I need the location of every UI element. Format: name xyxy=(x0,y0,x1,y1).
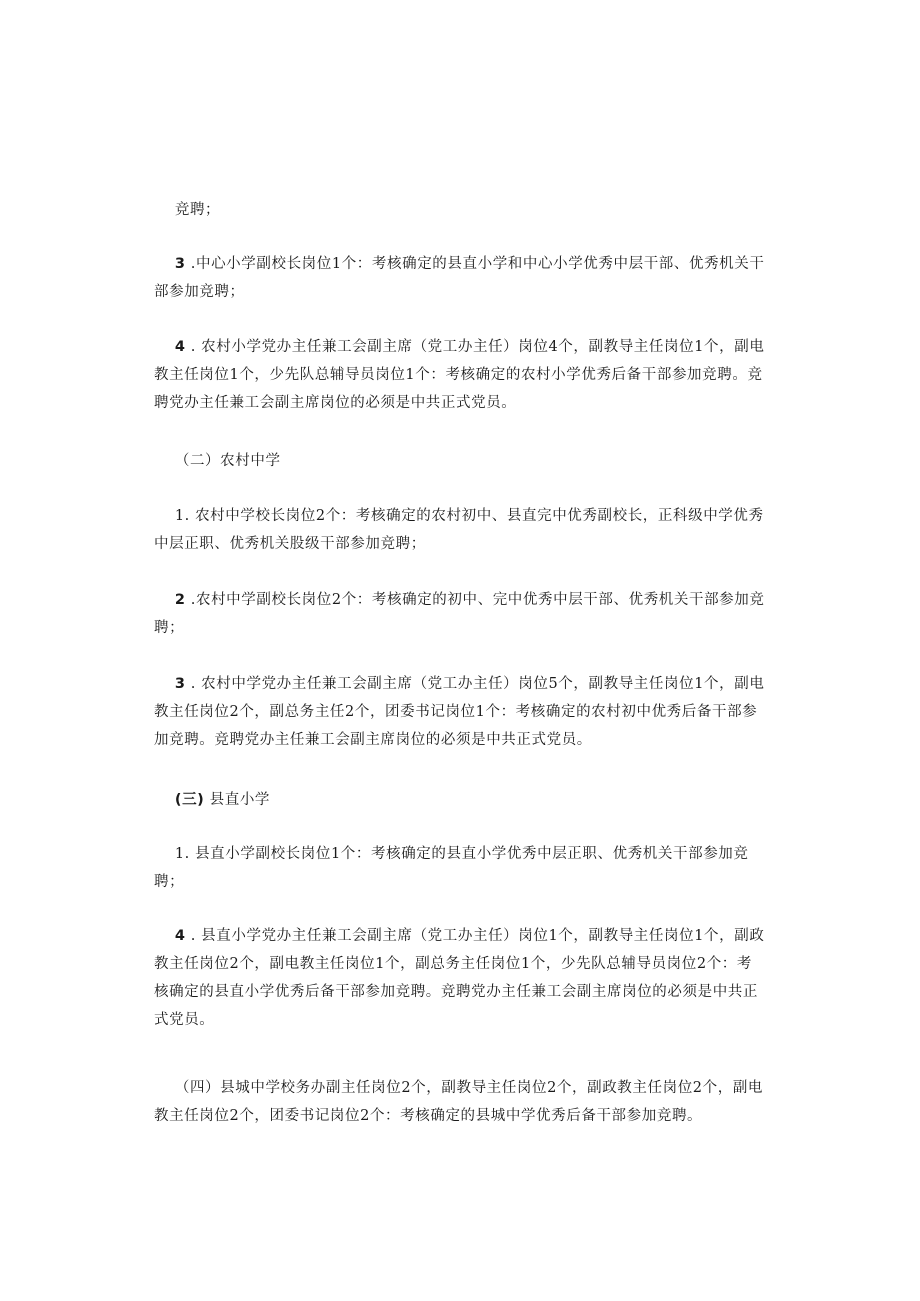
paragraph-text: .农村中学副校长岗位2个：考核确定的初中、完中优秀中层干部、优秀机关干部参加竞聘； xyxy=(154,592,765,636)
section-heading-text: 县直小学 xyxy=(204,792,271,808)
paragraph-text: .中心小学副校长岗位1个：考核确定的县直小学和中心小学优秀中层干部、优秀机关干部参加竞聘； xyxy=(154,256,765,300)
item-number: 2 xyxy=(174,592,186,608)
paragraph-text: . 农村中学党办主任兼工会副主席（党工办主任）岗位5个，副教导主任岗位1个，副电教主任岗位2个，副总务主任2个，团委书记岗位1个：考核确定的农村初中优秀后备干部参加竞聘。竞聘党办主任兼工会副主席岗位的必须是中共正式党员。 xyxy=(154,676,765,748)
paragraph-item-4-county xyxy=(154,894,766,1062)
item-number: 4 xyxy=(174,928,186,944)
section-number: (三) xyxy=(174,792,205,808)
item-number: 3 xyxy=(174,256,186,272)
item-number: 4 xyxy=(174,339,186,355)
paragraph-text: 1. 县直小学副校长岗位1个：考核确定的县直小学优秀中层正职、优秀机关干部参加竞聘； xyxy=(154,846,749,890)
item-number: 3 xyxy=(174,676,186,692)
paragraph-text: （四）县城中学校务办副主任岗位2个，副教导主任岗位2个，副政教主任岗位2个，副电教主任岗位2个，团委书记岗位2个：考核确定的县城中学优秀后备干部参加竞聘。 xyxy=(154,1080,764,1124)
paragraph-text: . 农村小学党办主任兼工会副主席（党工办主任）岗位4个，副教导主任岗位1个，副电教主任岗位1个，少先队总辅导员岗位1个：考核确定的农村小学优秀后备干部参加竞聘。竞聘党办主任兼工会副主席岗位的必须是中共正式党员。 xyxy=(154,339,765,411)
paragraph-text: 竞聘； xyxy=(174,202,221,218)
paragraph-text: . 县直小学党办主任兼工会副主席（党工办主任）岗位1个，副教导主任岗位1个，副政教主任岗位2个，副电教主任岗位1个，副总务主任岗位1个，少先队总辅导员岗位2个：考核确定的县直小学优秀后备干部参加竞聘。竞聘党办主任兼工会副主席岗位的必须是中共正式党员。 xyxy=(154,928,765,1028)
section-heading-text: （二）农村中学 xyxy=(174,453,281,469)
paragraph-section-4 xyxy=(154,1046,766,1158)
paragraph-text: 1. 农村中学校长岗位2个：考核确定的农村初中、县直完中优秀副校长，正科级中学优秀中层正职、优秀机关股级干部参加竞聘； xyxy=(154,508,764,552)
